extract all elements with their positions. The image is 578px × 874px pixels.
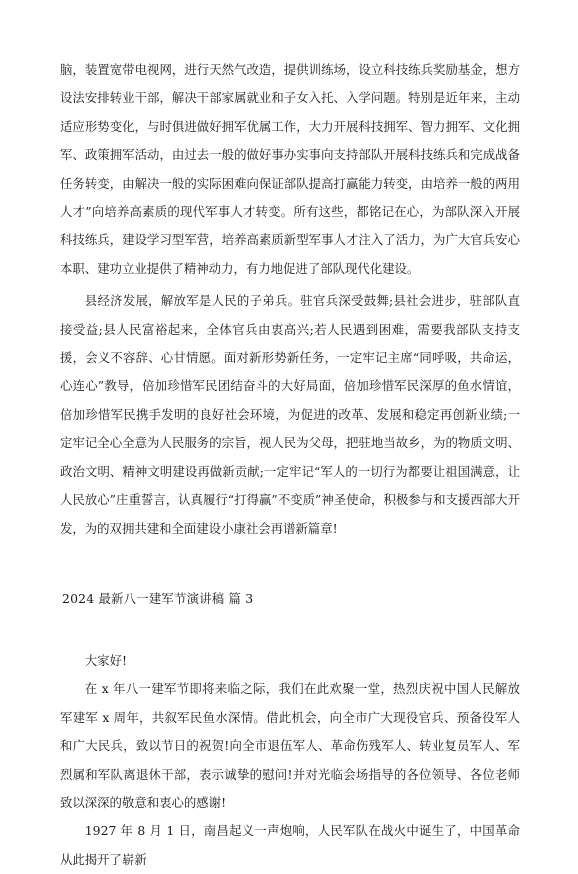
paragraph-army-people: 县经济发展，解放军是人民的子弟兵。驻官兵深受鼓舞;县社会进步，驻部队直接受益;县人民富裕起来，全体官兵由衷高兴;若人民遇到困难，需要我部队支持支援，会义不容辞、心甘情愿。面对新形势新任务，一定牢记主席“同呼吸，共命运，心连心”教导，倍加珍惜军民团结奋斗的大好局面，倍加珍惜军民深厚的鱼水情谊，倍加珍惜军民携手发明的良好社会环境，为促进的改革、发展和稳定再创新业绩;一定牢记全心全意为人民服务的宗旨，视人民为父母，把驻地当故乡，为的物质文明、政治文明、精神文明建设再做新贡献;一定牢记“军人的一切行为都要让祖国满意，让人民放心”庄重誓言，认真履行“打得赢”不变质”神圣使命，积极参与和支援西部大开发，为的双拥共建和全面建设小康社会再谱新篇章! xyxy=(60,293,520,536)
paragraph-celebration: 在 x 年八一建军节即将来临之际，我们在此欢聚一堂，热烈庆祝中国人民解放军建军 x 周年，共叙军民鱼水深情。借此机会，向全市广大现役官兵、预备役军人和广大民兵，致以节日的祝贺!向全市退伍军人、革命伤残军人、转业复员军人、军烈属和军队离退休干部，表示诚挚的慰问!并对光临会场指导的各位领导、各位老师致以深深的敬意和衷心的感谢! xyxy=(60,681,520,810)
greeting: 大家好! xyxy=(84,652,127,668)
section-heading: 2024 最新八一建军节演讲稿 篇 3 xyxy=(62,590,254,606)
paragraph-continuation: 脑，装置宽带电视网，进行天然气改造，提供训练场，设立科技练兵奖励基金，想方设法安排转业干部，解决干部家属就业和子女入托、入学问题。特别是近年来，主动适应形势变化，与时俱进做好拥军优属工作，大力开展科技拥军、智力拥军、文化拥军、政策拥军活动，由过去一般的做好事办实事向支持部队开展科技练兵和完成战备任务转变，由解决一般的实际困难向保证部队提高打赢能力转变，由培养一般的两用人才”向培养高素质的现代军事人才转变。所有这些，都铭记在心，为部队深入开展科技练兵，建设学习型军营，培养高素质新型军事人才注入了活力，为广大官兵安心本职、建功立业提供了精神动力，有力地促进了部队现代化建设。 xyxy=(60,62,520,276)
heading-spacer xyxy=(60,613,520,647)
paragraph-history: 1927 年 8 月 1 日，南昌起义一声炮响，人民军队在战火中诞生了，中国革命从此揭开了崭新 xyxy=(60,823,520,867)
